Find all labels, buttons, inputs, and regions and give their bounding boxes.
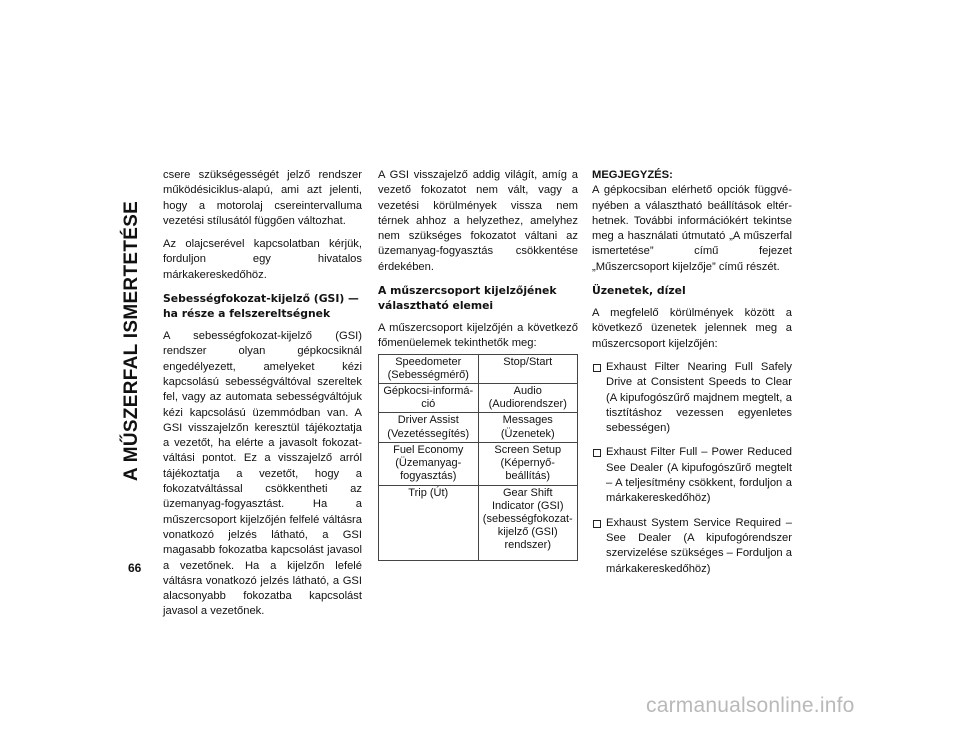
paragraph: A GSI visszajelző addig világít, amíg a vezető fokozatot nem vált, vagy a vezetési körülmények vissza nem térnek ahhoz a helyzethez, amelyhez nem szükséges fokozatot váltani az üzemanyag-fogyasztás csökkentése érdekében. [378, 169, 578, 273]
table-cell: Driver Assist (Vezetéssegítés) [379, 413, 479, 442]
table-cell: Trip (Út) [379, 485, 479, 560]
watermark: carmanualsonline.info [646, 694, 855, 717]
paragraph: A sebességfokozat-kijelző (GSI) rendszer olyan gépkocsiknál engedélyezett, amelyeket kézi kapcsolású sebességváltóval szereltek fel, vagy az automata sebességváltójuk kézi kapcsolású üzemmódban van. A GSI visszajelzőn keresztül tájékoztatja a vezetőt, ha elérte a javasolt fokozatváltási pontot. Ez a visszajelző arról tájékoztatja a vezetőt, hogy a fokozatváltással csökkentheti az üzemanyag-fogyasztást. Ha a műszercsoport kijelzőjén felfelé váltásra vonatkozó jelzés látható, a GSI magasabb fokozatba kapcsolást javasol a vezetőnek. Ha a kijelzőn lefelé váltásra vonatkozó jelzés látható, a GSI alacsonyabb fokozatba kapcsolást javasol a vezetőnek. [163, 330, 362, 618]
sidebar-section-title [112, 160, 152, 522]
table-cell: Messages (Üzenetek) [478, 413, 578, 442]
list-item [592, 360, 792, 436]
main-menu-table [378, 354, 578, 561]
paragraph: A műszercsoport kijelzőjén a következő főmenüelemek tekinthetők meg: [378, 322, 578, 350]
table-cell: Stop/Start [478, 354, 578, 383]
list-item-text: Exhaust Filter Full – Power Reduced See Dealer (A kipufogószűrő megtelt – A teljesítmény csökkent, forduljon a márkakereskedőhöz) [606, 446, 792, 505]
table-cell: Gear Shift Indicator (GSI) (sebességfokozat-kijelző (GSI) rendszer) [478, 485, 578, 560]
checkbox-bullet-icon [593, 449, 601, 457]
checkbox-bullet-icon [593, 364, 601, 372]
page-number: 66 [128, 561, 142, 575]
paragraph: A megfelelő körülmények között a következő üzenetek jelennek meg a műszercsoport kijelzőjén: [592, 307, 792, 350]
list-item-text: Exhaust Filter Nearing Full Safely Drive at Consistent Speeds to Clear (A kipufogószűrő majdnem megtelt, a tisztításhoz vezessen egyenletes sebességen) [606, 360, 792, 435]
section-heading-selectable-items: A műszercsoport kijelzőjének választható elemei [378, 284, 557, 313]
table-row [379, 354, 578, 383]
note-text: A gépkocsiban elérhető opciók függvényében a választható beállítások eltérhetnek. További információkért tekintse meg a használati útmutató „A műszerfal ismertetése” című fejezet „Műszercsoport kijelzője” című részét. [592, 184, 792, 273]
section-heading-gsi: Sebességfokozat-kijelző (GSI) — ha része a felszereltségnek [163, 292, 359, 321]
list-item [592, 516, 792, 577]
table-row [379, 442, 578, 485]
message-list [592, 360, 792, 577]
note-label: MEGJEGYZÉS: [592, 169, 673, 181]
column-1 [163, 168, 362, 628]
table-cell: Screen Setup (Képernyő-beállítás) [478, 442, 578, 485]
list-item-text: Exhaust System Service Required – See Dealer (A kipufogórendszer szervizelése szükséges – Forduljon a márkakereskedőhöz) [606, 516, 792, 575]
table-cell: Speedometer (Sebességmérő) [379, 354, 479, 383]
sidebar-title-text: A MŰSZERFAL ISMERTETÉSE [121, 200, 142, 482]
list-item [592, 445, 792, 506]
paragraph: csere szükségességét jelző rendszer működésiciklus-alapú, ami azt jelenti, hogy a motorolaj csereintervalluma vezetési stílusától függően változhat. [163, 169, 362, 227]
section-heading-diesel-messages: Üzenetek, dízel [592, 284, 686, 298]
table-cell: Audio (Audiorendszer) [478, 384, 578, 413]
table-row [379, 485, 578, 560]
table-row [379, 384, 578, 413]
column-2 [378, 168, 578, 561]
checkbox-bullet-icon [593, 520, 601, 528]
table-row [379, 413, 578, 442]
table-cell: Gépkocsi-információ [379, 384, 479, 413]
table-cell: Fuel Economy (Üzemanyag-fogyasztás) [379, 442, 479, 485]
paragraph: Az olajcserével kapcsolatban kérjük, forduljon egy hivatalos márkakereskedőhöz. [163, 238, 362, 281]
column-3 [592, 168, 792, 586]
